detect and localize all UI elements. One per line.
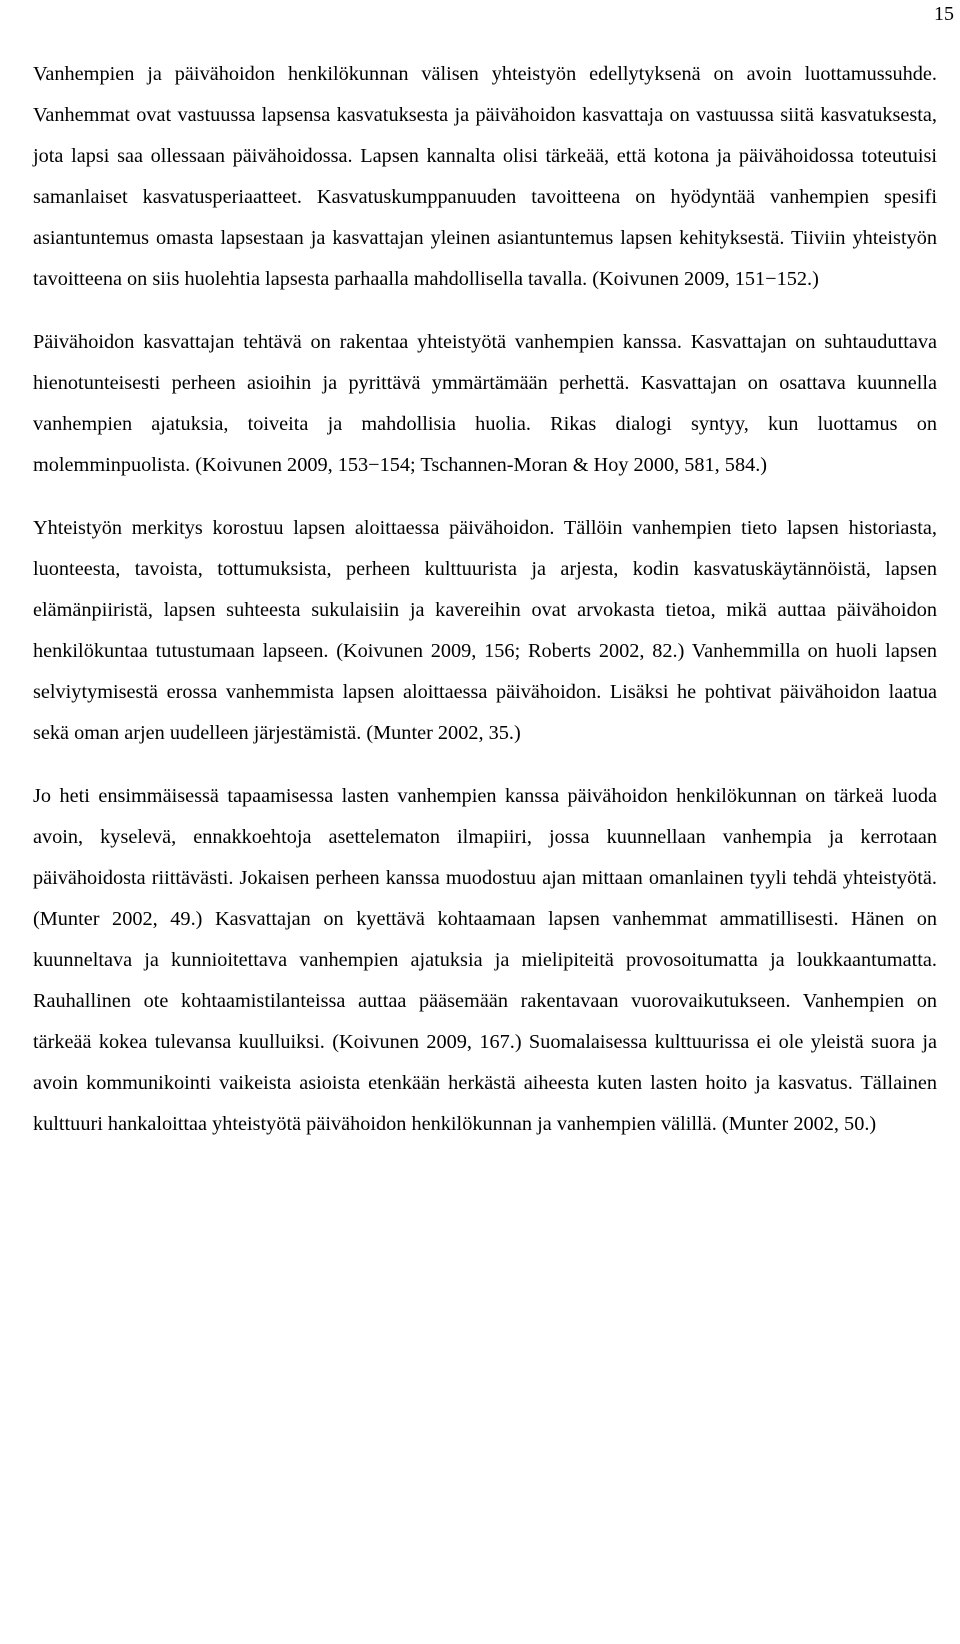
paragraph-trust-relationship: Vanhempien ja päivähoidon henkilökunnan välisen yhteistyön edellytyksenä on avoin luottamussuhde. Vanhemmat ovat vastuussa lapsensa kasvatuksesta ja päivähoidon kasvattaja on vastuussa siitä kasvatuksesta, jota lapsi saa ollessaan päivähoidossa. Lapsen kannalta olisi tärkeää, että kotona ja päivähoidossa toteutuisi samanlaiset kasvatusperiaatteet. Kasvatuskumppanuuden tavoitteena on hyödyntää vanhempien spesifi asiantuntemus omasta lapsestaan ja kasvattajan yleinen asiantuntemus lapsen kehityksestä. Tiiviin yhteistyön tavoitteena on siis huolehtia lapsesta parhaalla mahdollisella tavalla. (Koivunen 2009, 151−152.) [33,63,937,290]
paragraph-first-meeting: Jo heti ensimmäisessä tapaamisessa lasten vanhempien kanssa päivähoidon henkilökunnan on tärkeä luoda avoin, kyselevä, ennakkoehtoja asettelematon ilmapiiri, jossa kuunnellaan vanhempia ja kerrotaan päivähoidosta riittävästi. Jokaisen perheen kanssa muodostuu ajan mittaan omanlainen tyyli tehdä yhteistyötä. (Munter 2002, 49.) Kasvattajan on kyettävä kohtaamaan lapsen vanhemmat ammatillisesti. Hänen on kuunneltava ja kunnioitettava vanhempien ajatuksia ja mielipiteitä provosoitumatta ja loukkaantumatta. Rauhallinen ote kohtaamistilanteissa auttaa pääsemään rakentavaan vuorovaikutukseen. Vanhempien on tärkeää kokea tulevansa kuulluiksi. (Koivunen 2009, 167.) Suomalaisessa kulttuurissa ei ole yleistä suora ja avoin kommunikointi vaikeista asioista etenkään herkästä aiheesta kuten lasten hoito ja kasvatus. Tällainen kulttuuri hankaloittaa yhteistyötä päivähoidon henkilökunnan ja vanhempien välillä. (Munter 2002, 50.) [33,785,937,1135]
document-body [33,54,937,1145]
page-number: 15 [934,3,954,25]
paragraph-starting-daycare: Yhteistyön merkitys korostuu lapsen aloittaessa päivähoidon. Tällöin vanhempien tieto lapsen historiasta, luonteesta, tavoista, tottumuksista, perheen kulttuurista ja arjesta, kodin kasvatuskäytännöistä, lapsen elämänpiiristä, lapsen suhteesta sukulaisiin ja kavereihin ovat arvokasta tietoa, mikä auttaa päivähoidon henkilökuntaa tutustumaan lapseen. (Koivunen 2009, 156; Roberts 2002, 82.) Vanhemmilla on huoli lapsen selviytymisestä erossa vanhemmista lapsen aloittaessa päivähoidon. Lisäksi he pohtivat päivähoidon laatua sekä oman arjen uudelleen järjestämistä. (Munter 2002, 35.) [33,517,937,744]
paragraph-educator-task: Päivähoidon kasvattajan tehtävä on rakentaa yhteistyötä vanhempien kanssa. Kasvattajan on suhtauduttava hienotunteisesti perheen asioihin ja pyrittävä ymmärtämään perhettä. Kasvattajan on osattava kuunnella vanhempien ajatuksia, toiveita ja mahdollisia huolia. Rikas dialogi syntyy, kun luottamus on molemminpuolista. (Koivunen 2009, 153−154; Tschannen-Moran & Hoy 2000, 581, 584.) [33,331,937,476]
